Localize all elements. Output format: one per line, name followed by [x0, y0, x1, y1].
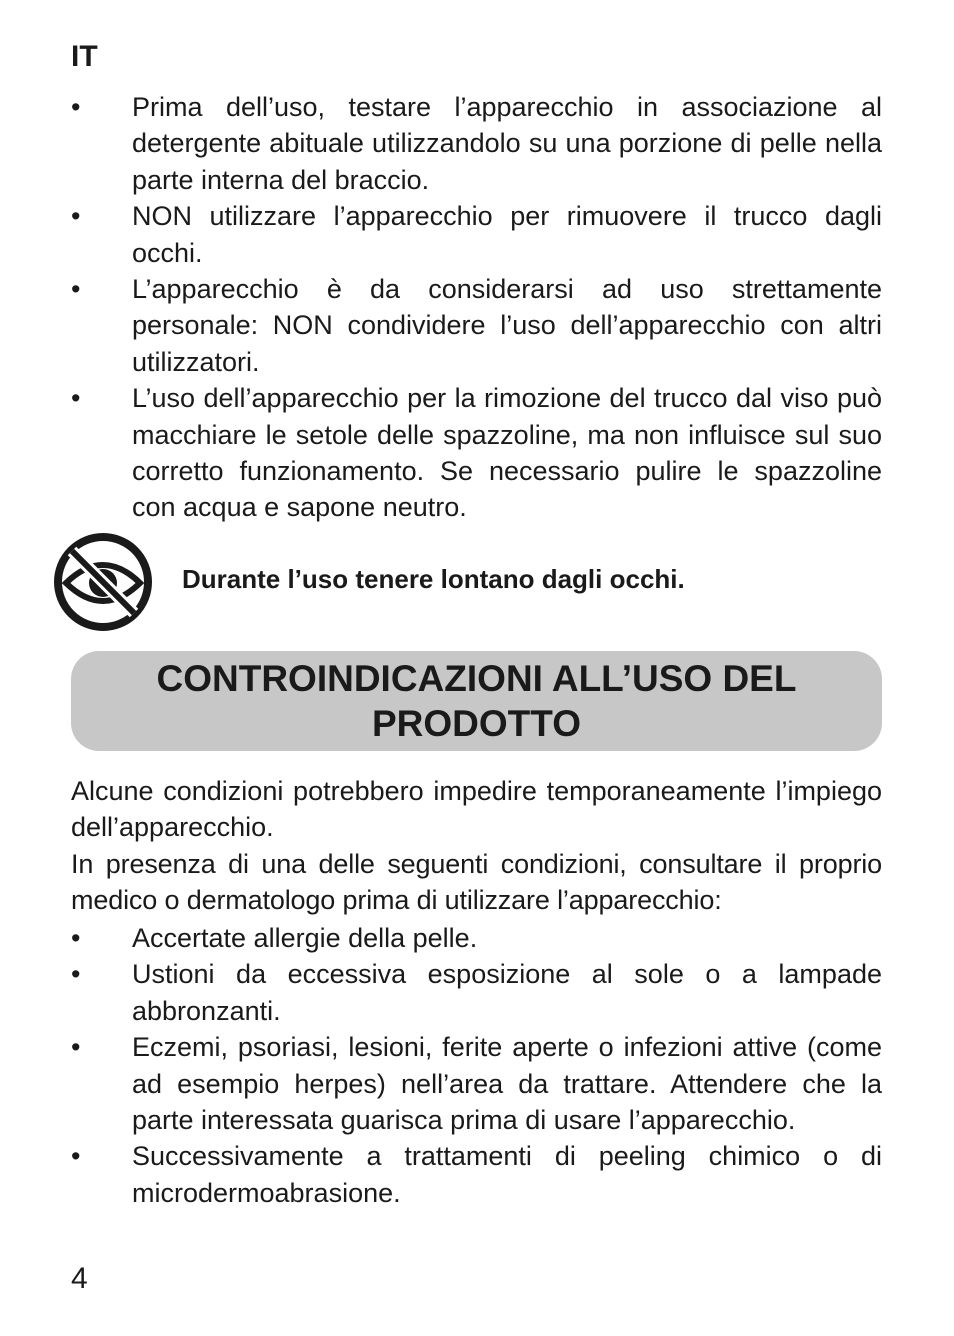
eye-warning [52, 531, 892, 631]
bullet: • [71, 1141, 81, 1172]
intro-paragraph: Alcune condizioni potrebbero impedire temporaneamente l’impiego dell’apparecchio. [71, 776, 882, 843]
warning-text: Durante l’uso tenere lontano dagli occhi. [182, 564, 685, 594]
list-item [71, 956, 882, 1029]
list-item [71, 198, 882, 271]
bullet: • [71, 959, 81, 990]
list-item-text: Ustioni da eccessiva esposizione al sole o a lampade abbronzanti. [132, 959, 882, 1026]
bullet: • [71, 923, 81, 953]
list-item-text: Prima dell’uso, testare l’apparecchio in associazione al detergente abituale utilizzandolo su una porzione di pelle nella parte interna del braccio. [132, 92, 882, 195]
list-item-text: L’uso dell’apparecchio per la rimozione del trucco dal viso può macchiare le setole delle spazzoline, ma non influisce sul suo corretto funzionamento. Se necessario pulire le spazzoline con acqua e sapone neutro. [132, 383, 882, 523]
contraindications-list [71, 920, 882, 1211]
bullet: • [71, 1032, 81, 1063]
list-item [71, 380, 882, 526]
bullet: • [71, 274, 81, 305]
list-item-text: Successivamente a trattamenti di peeling chimico o di microdermoabrasione. [132, 1141, 882, 1208]
bullet: • [71, 201, 81, 232]
list-item [71, 89, 882, 198]
bullet: • [71, 92, 81, 122]
section-title-line-2: PRODOTTO [371, 703, 581, 744]
page-number: 4 [71, 1262, 88, 1295]
precautions-list [71, 89, 882, 526]
list-item [71, 1029, 882, 1138]
list-item-text: Accertate allergie della pelle. [132, 923, 478, 953]
list-item [71, 1138, 882, 1211]
list-item-text: Eczemi, psoriasi, lesioni, ferite aperte o infezioni attive (come ad esempio herpes) nell’area da trattare. Attendere che la parte interessata guarisca prima di usare l’apparecchio. [132, 1032, 882, 1136]
consult-paragraph: In presenza di una delle seguenti condizioni, consultare il proprio medico o dermatologo prima di utilizzare l’apparecchio: [71, 849, 882, 916]
language-code: IT [71, 40, 98, 73]
bullet: • [71, 383, 81, 414]
list-item [71, 271, 882, 380]
list-item [71, 920, 882, 956]
list-item-text: NON utilizzare l’apparecchio per rimuovere il trucco dagli occhi. [132, 201, 882, 268]
list-item-text: L’apparecchio è da considerarsi ad uso strettamente personale: NON condividere l’uso dell’apparecchio con altri utilizzatori. [132, 274, 882, 377]
no-eye-contact-icon [52, 531, 154, 633]
section-heading [71, 651, 882, 751]
section-title-line-1: CONTROINDICAZIONI ALL’USO DEL [156, 658, 797, 699]
